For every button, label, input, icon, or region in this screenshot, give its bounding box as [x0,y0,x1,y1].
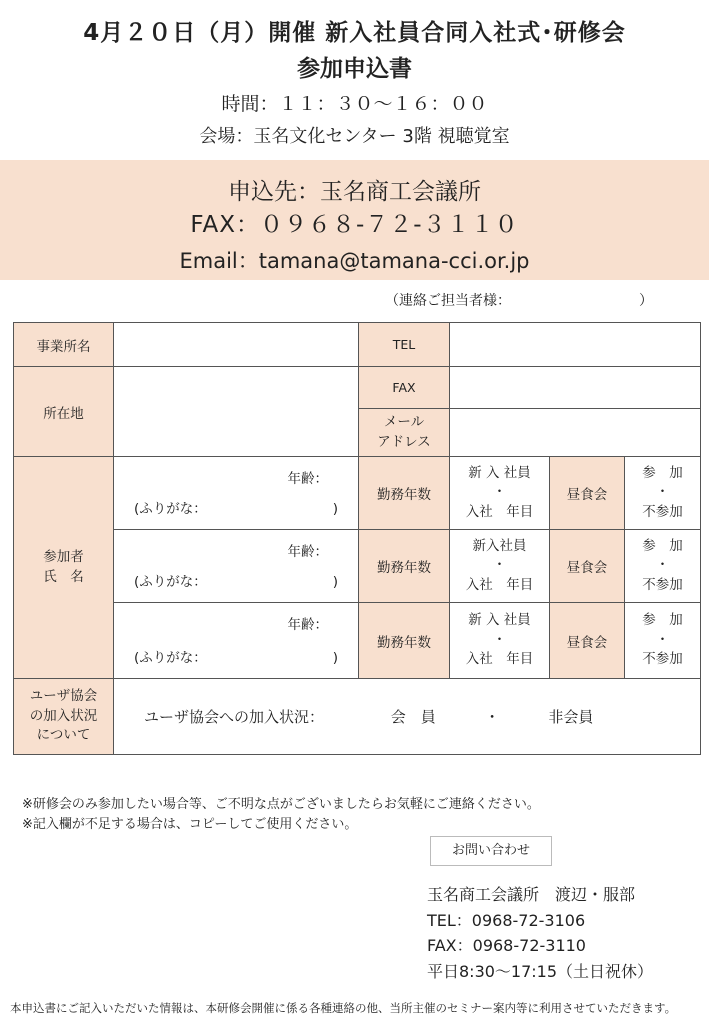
participant-row [14,603,701,679]
inquiry-box: お問い合わせ [430,836,552,866]
inquiry-org: 玉名商工会議所 渡辺・服部 [427,885,636,904]
notes [22,795,540,835]
lunch-options[interactable] [625,530,701,603]
participant-label-line1: 参加者 [43,548,84,565]
participant-label [14,457,114,679]
lunch-options[interactable] [625,457,701,530]
years-option-years: 入社 年目 [465,503,534,520]
inquiry-tel: TEL：0968-72-3106 [427,910,586,930]
furigana-close: ) [332,574,338,590]
address-label: 所在地 [14,367,114,457]
member-dot: ・ [484,708,500,726]
member-option[interactable]: 会 員 [390,708,436,726]
age-label: 年齢： [287,617,328,633]
lunch-option-dot: ・ [655,631,670,648]
lunch-option-attend: 参 加 [642,464,683,481]
mail-label-line1: メール [383,413,425,430]
user-assoc-label-line3: について [36,727,91,744]
fax-field[interactable] [450,367,701,409]
note-line-1: ※研修会のみ参加したい場合等、ご不明な点がございましたらお気軽にご連絡ください。 [22,797,540,812]
business-name-label: 事業所名 [14,323,114,367]
participant-row [14,530,701,603]
title-line-1: 4月２０日（月）開催 新入社員合同入社式･研修会 [83,20,626,46]
years-option-new: 新 入 社員 [468,464,531,481]
furigana-label: (ふりがな： [134,501,207,517]
user-assoc-label-line1: ユーザ協会 [29,688,98,705]
years-option-dot: ・ [492,484,507,501]
mail-field[interactable] [450,409,701,457]
note-line-2: ※記入欄が不足する場合は、コピーしてご使用ください。 [22,817,358,833]
lunch-option-absent: 不参加 [642,576,683,593]
user-assoc-question: ユーザ協会への加入状況： [144,708,325,726]
lunch-option-absent: 不参加 [642,651,683,668]
user-assoc-label-line2: の加入状況 [29,707,98,724]
event-time: 時間：１１：３０～１６：００ [221,93,488,115]
lunch-option-dot: ・ [655,557,670,574]
user-assoc-status[interactable] [114,679,701,755]
destination-fax: FAX：０９６８-７２-３１１０ [190,212,519,238]
lunch-option-attend: 参 加 [642,537,683,554]
lunch-option-attend: 参 加 [642,612,683,629]
years-options[interactable] [450,530,550,603]
furigana-close: ) [332,650,338,666]
contact-person-close: ） [639,293,653,309]
years-label: 勤務年数 [359,603,450,679]
inquiry-details [427,882,653,984]
participant-name-field[interactable] [114,530,359,603]
lunch-label: 昼食会 [550,457,625,530]
mail-label [359,409,450,457]
years-options[interactable] [450,457,550,530]
lunch-label: 昼食会 [550,603,625,679]
privacy-footer: 本申込書にご記入いただいた情報は、本研修会開催に係る各種連絡の他、当所主催のセミナー案内等に利用させていただきます。 [10,1001,677,1015]
furigana-label: (ふりがな： [134,650,207,666]
lunch-option-dot: ・ [655,484,670,501]
destination-email: Email：tamana@tamana-cci.or.jp [179,249,530,273]
years-option-new: 新 入 社員 [468,612,531,629]
participant-row [14,457,701,530]
lunch-option-absent: 不参加 [642,503,683,520]
age-label: 年齢： [287,544,328,560]
inquiry-fax: FAX：0968-72-3110 [427,936,586,956]
user-assoc-label [14,679,114,755]
years-options[interactable] [450,603,550,679]
lunch-label: 昼食会 [550,530,625,603]
years-option-dot: ・ [492,557,507,574]
furigana-close: ) [332,501,338,517]
business-name-field[interactable] [114,323,359,367]
lunch-options[interactable] [625,603,701,679]
application-form [13,322,701,755]
event-venue: 会場：玉名文化センター 3階 視聴覚室 [199,126,510,147]
fax-label: FAX [359,367,450,409]
inquiry-hours: 平日8:30～17:15（土日祝休） [427,961,654,981]
destination-name: 申込先：玉名商工会議所 [228,179,481,205]
years-option-years: 入社 年目 [465,576,534,593]
participant-label-line2: 氏 名 [43,568,84,585]
age-label: 年齢： [287,471,328,487]
years-option-dot: ・ [492,631,507,648]
participant-name-field[interactable] [114,457,359,530]
address-field[interactable] [114,367,359,457]
participant-name-field[interactable] [114,603,359,679]
years-label: 勤務年数 [359,530,450,603]
tel-label: TEL [359,323,450,367]
years-option-new: 新入社員 [472,537,527,554]
tel-field[interactable] [450,323,701,367]
contact-person-label: （連絡ご担当者様： [385,293,511,309]
non-member-option[interactable]: 非会員 [548,708,594,726]
contact-person-line [385,290,685,310]
mail-label-line2: アドレス [377,433,431,450]
title-line-2: 参加申込書 [297,56,412,82]
years-option-years: 入社 年目 [465,651,534,668]
furigana-label: (ふりがな： [134,574,207,590]
years-label: 勤務年数 [359,457,450,530]
